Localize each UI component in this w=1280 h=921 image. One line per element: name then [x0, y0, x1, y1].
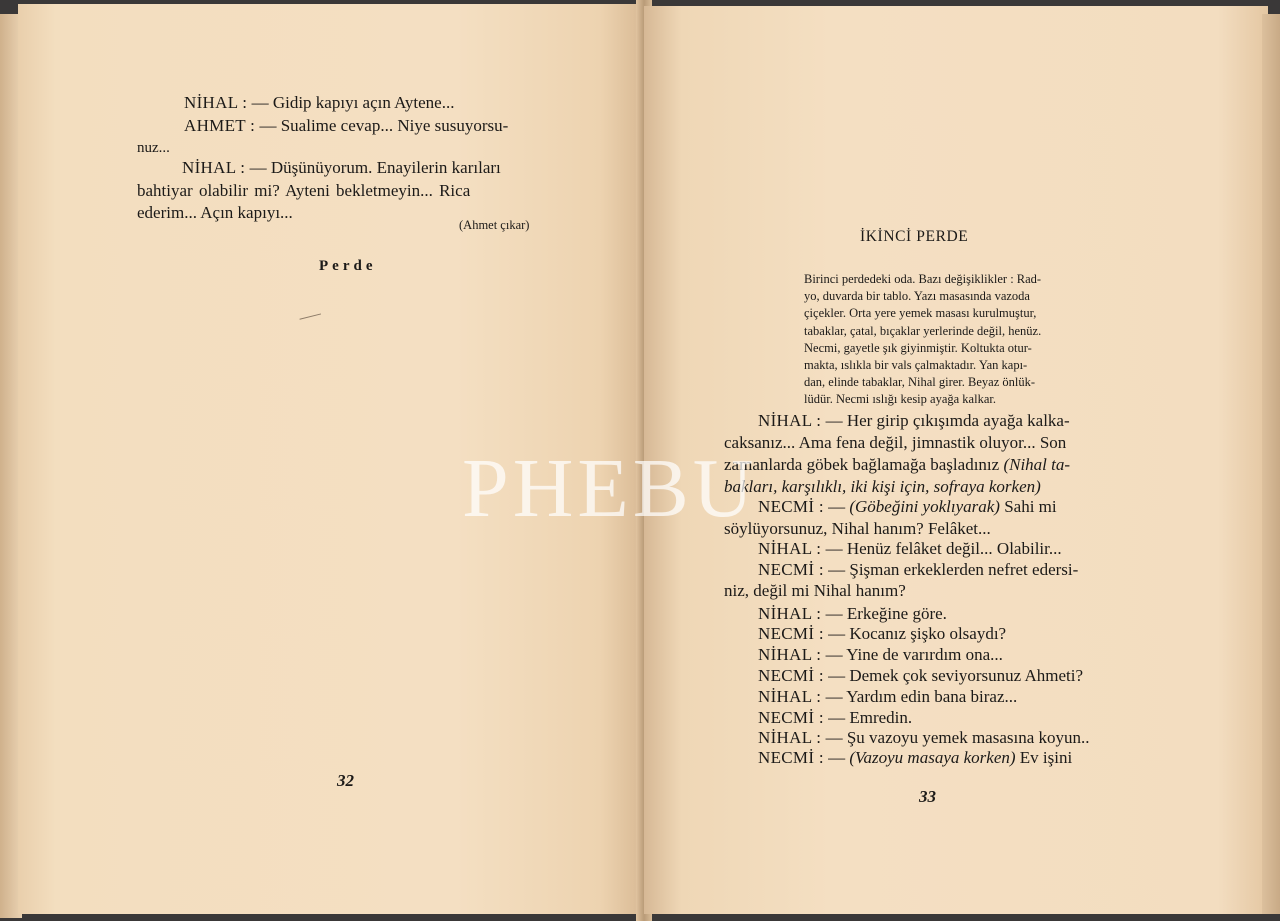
dialogue-line: NİHAL : — Gidip kapıyı açın Aytene... [184, 93, 455, 112]
page-mark [299, 313, 322, 325]
dialogue-line: nuz... [137, 140, 170, 156]
dialogue-line: NİHAL : — Düşünüyorum. Enayilerin karıları [182, 158, 501, 177]
dialogue-line: NİHAL : — Yine de varırdım ona... [758, 645, 1003, 664]
act-title: İKİNCİ PERDE [860, 228, 969, 245]
dialogue-line: NECMİ : — (Vazoyu masaya korken) Ev işini [758, 748, 1073, 767]
stage-line: lüdür. Necmi ıslığı kesip ayağa kalkar. [804, 392, 996, 407]
stage-line: çiçekler. Orta yere yemek masası kurulmuştur, [804, 306, 1037, 321]
dialogue-line: niz, değil mi Nihal hanım? [724, 581, 906, 600]
page-number: 33 [919, 787, 936, 806]
dialogue-line: NECMİ : — Emredin. [758, 708, 913, 727]
dialogue-line: NİHAL : — Erkeğine göre. [758, 604, 947, 623]
dialogue-line: NİHAL : — Yardım edin bana biraz... [758, 687, 1018, 706]
right-page-edge [1262, 14, 1280, 914]
dialogue-line: ederim... Açın kapıyı... [137, 203, 293, 222]
dialogue-line: zamanlarda göbek bağlamağa başladınız (Nihal ta- [724, 455, 1071, 474]
dialogue-line: caksanız... Ama fena değil, jimnastik oluyor... Son [724, 433, 1067, 452]
stage-line: Necmi, gayetle şık giyinmiştir. Koltukta otur- [804, 340, 1032, 355]
stage-line: dan, elinde tabaklar, Nihal girer. Beyaz önlük- [804, 375, 1036, 390]
dialogue-line: NECMİ : — (Göbeğini yoklıyarak) Sahi mi [758, 497, 1057, 516]
dialogue-line: bahtiyar olabilir mi? Ayteni bekletmeyin... Rica [137, 181, 471, 200]
dialogue-line: bakları, karşılıklı, iki kişi için, sofraya korken) [724, 477, 1041, 496]
stage-line: Birinci perdedeki oda. Bazı değişiklikler : Rad- [804, 272, 1042, 286]
stage-line: tabaklar, çatal, bıçaklar yerlerinde değil, henüz. [804, 323, 1042, 338]
page-number: 32 [337, 771, 354, 790]
stage-direction: (Ahmet çıkar) [459, 218, 530, 232]
stage-line: makta, ıslıkla bir vals çalmaktadır. Yan kapı- [804, 357, 1028, 372]
dialogue-line: NİHAL : — Her girip çıkışımda ayağa kalka- [758, 411, 1070, 430]
stage-direction-block [804, 271, 1133, 409]
dialogue-line: NECMİ : — Şişman erkeklerden nefret edersi- [758, 560, 1079, 579]
dialogue-line: NECMİ : — Demek çok seviyorsunuz Ahmeti? [758, 666, 1084, 685]
dialogue-line: AHMET : — Sualime cevap... Niye susuyorsu- [184, 116, 509, 135]
dialogue-line: söylüyorsunuz, Nihal hanım? Felâket... [724, 519, 991, 538]
end-of-act-label: Perde [319, 258, 377, 274]
dialogue-line: NİHAL : — Henüz felâket değil... Olabilir... [758, 539, 1062, 558]
dialogue-line: NECMİ : — Kocanız şişko olsaydı? [758, 624, 1007, 643]
dialogue-line: NİHAL : — Şu vazoyu yemek masasına koyun.. [758, 728, 1090, 747]
stage-line: yo, duvarda bir tablo. Yazı masasında vazoda [804, 289, 1030, 304]
watermark: PHEBU [462, 442, 758, 535]
